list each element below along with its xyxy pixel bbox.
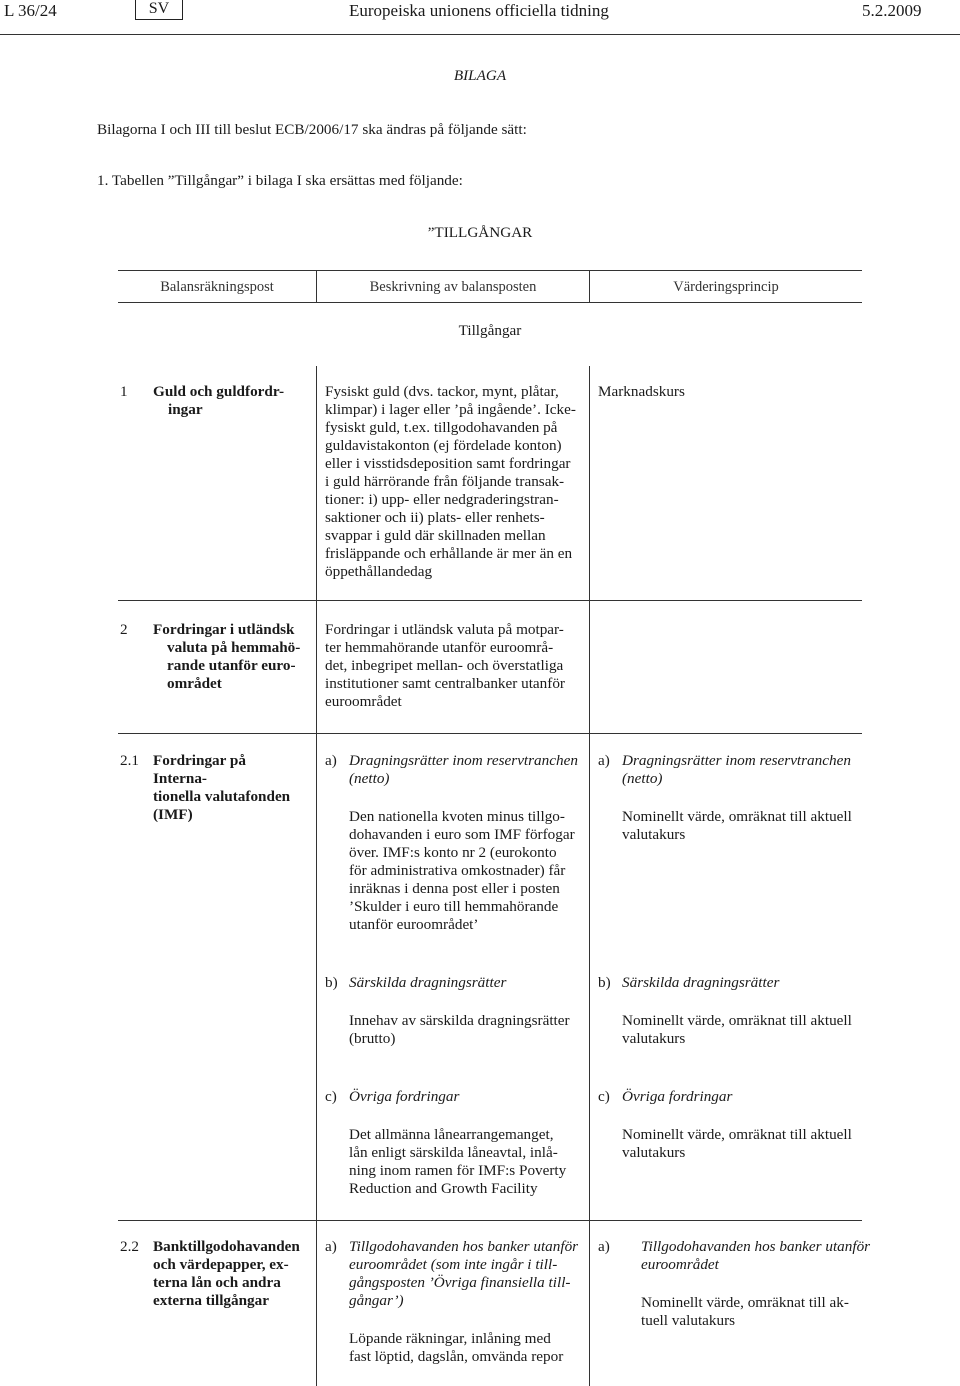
row-title: Guld och guldfordr- [153,383,285,400]
row-title: ingar [168,401,203,418]
sub-item-title: Tillgodohavanden hos banker utanför euroområdet (som inte ingår i till- gångsposten ’Övriga finansiella till- gångar’) [349,1238,579,1309]
header-rule [0,34,960,35]
annex-title: BILAGA [453,67,507,84]
instruction-item-1: 1. Tabellen ”Tillgångar” i bilaga I ska ersättas med följande: [97,172,463,189]
table-top-rule [118,270,862,271]
sub-item-label: b) [598,974,611,991]
journal-title: Europeiska unionens officiella tidning [349,1,609,20]
row-title: Banktillgodohavanden och värdepapper, ex- terna lån och andra externa tillgångar [153,1238,300,1309]
valuation-sub-title: Särskilda dragningsrätter [622,974,780,991]
sub-item-label: b) [325,974,338,991]
row-number: 2 [120,621,128,638]
sub-item-label: c) [598,1088,610,1105]
valuation-text: Nominellt värde, omräknat till aktuell valutakurs [622,1126,852,1161]
publication-date: 5.2.2009 [862,1,922,20]
valuation-sub-title: Tillgodohavanden hos banker utanför euroområdet [641,1238,871,1273]
sub-item-description: Löpande räkningar, inlåning med fast löptid, dagslån, omvända repor [349,1330,564,1365]
valuation-text: Nominellt värde, omräknat till aktuell valutakurs [622,1012,852,1047]
sub-item-label: a) [598,1238,610,1255]
column-header-valuation: Värderingsprincip [673,279,779,295]
valuation-text: Nominellt värde, omräknat till ak- tuell valutakurs [641,1294,849,1329]
row-valuation: Marknadskurs [598,383,685,400]
row-description: Fordringar i utländsk valuta på motpar- ter hemmahörande utanför euroområ- det, inbegripet mellan- och överstatliga institutioner samt centralbanker utanför euroområdet [325,621,565,710]
section-heading: Tillgångar [458,322,522,339]
col-divider-1 [316,366,317,1386]
row-divider-2 [118,733,862,734]
valuation-sub-title: Övriga fordringar [622,1088,733,1105]
page-reference: L 36/24 [4,1,57,20]
sub-item-title: Särskilda dragningsrätter [349,974,507,991]
sub-item-label: a) [598,752,610,769]
sub-item-description: Den nationella kvoten minus tillgo- dohavanden i euro som IMF förfogar över. IMF:s konto nr 2 (eurokonto för administrativa omkostnader) får inräknas i denna post eller i posten ’Skulder i euro till hemmahörande utanför euroområdet’ [349,808,575,933]
row-number: 2.1 [120,752,139,769]
intro-text: Bilagorna I och III till beslut ECB/2006/17 ska ändras på följande sätt: [97,121,527,138]
row-divider-1 [118,600,862,601]
column-header-description: Beskrivning av balansposten [369,279,537,295]
row-number: 1 [120,383,128,400]
row-description: Fysiskt guld (dvs. tackor, mynt, plåtar, klimpar) i lager eller ’på ingående’. Icke- fysiskt guld, t.ex. tillgodohavanden på guldavistakonton (ej fördelade konton) eller i visstidsdeposition samt fordringar i guld härrörande från följande transak- tioner: i) upp- eller nedgraderingstran- saktioner och ii) plats- eller renhets- svappar i guld där skillnaden mellan frisläppande och erhållande är mer än en öppethållandedag [325,383,576,580]
sub-item-label: a) [325,752,337,769]
col-divider-2 [589,366,590,1386]
sub-item-description: Innehav av särskilda dragningsrätter (brutto) [349,1012,570,1047]
sub-item-title: Övriga fordringar [349,1088,460,1105]
valuation-text: Nominellt värde, omräknat till aktuell valutakurs [622,808,852,843]
column-header-item: Balansräkningspost [160,279,274,295]
row-divider-3 [118,1220,862,1221]
sub-item-label: a) [325,1238,337,1255]
sub-item-description: Det allmänna lånearrangemanget, lån enligt särskilda låneavtal, inlå- ning inom ramen för IMF:s Poverty Reduction and Growth Facility [349,1126,567,1197]
table-title: ”TILLGÅNGAR [427,224,533,241]
valuation-sub-title: Dragningsrätter inom reservtranchen (netto) [622,752,851,787]
language-badge: SV [135,0,183,20]
row-title: Fordringar i utländsk valuta på hemmahö- rande utanför euro- området [153,621,301,692]
table-header-rule [118,302,862,303]
row-title: Fordringar på Interna- tionella valutafonden (IMF) [153,752,291,823]
sub-item-label: c) [325,1088,337,1105]
row-number: 2.2 [120,1238,139,1255]
sub-item-title: Dragningsrätter inom reservtranchen (netto) [349,752,578,787]
